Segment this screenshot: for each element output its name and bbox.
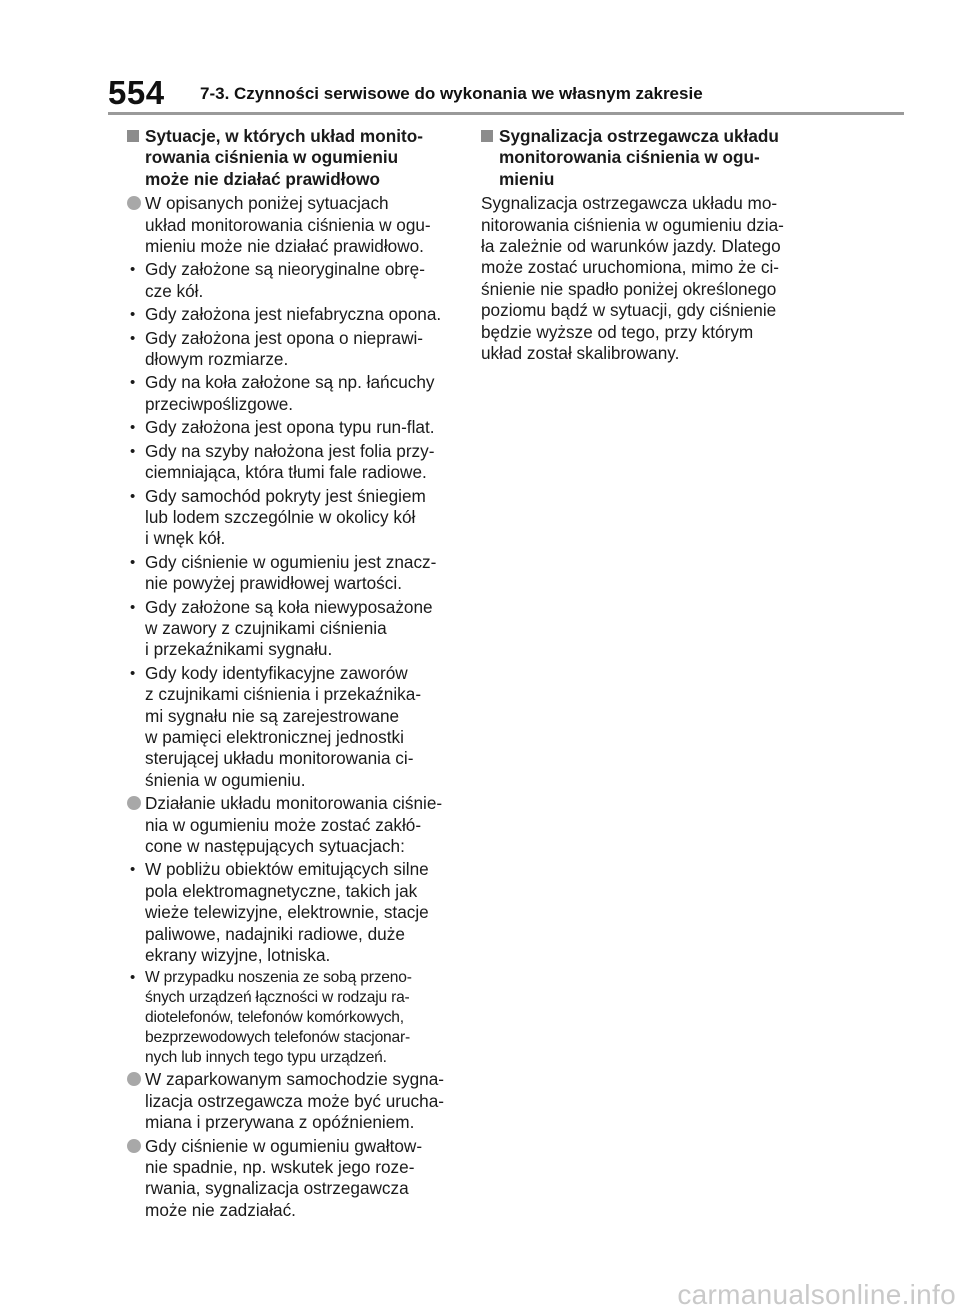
text-line: sterującej układu monitorowania ci-: [145, 748, 414, 769]
dot-bullet-icon: •: [130, 306, 136, 324]
text-line: bezprzewodowych telefonów stacjonar-: [145, 1028, 410, 1046]
dot-bullet-icon: •: [130, 442, 136, 460]
text-line: Gdy założone są koła niewyposażone: [145, 596, 433, 617]
dot-bullet-icon: •: [130, 374, 136, 392]
text-line: W opisanych poniżej sytuacjach: [145, 193, 389, 214]
right-column: [480, 126, 810, 364]
dot-bullet-icon: •: [130, 553, 136, 571]
text-line: i przekaźnikami sygnału.: [145, 639, 333, 660]
dot-bullet-icon: •: [130, 487, 136, 505]
dot-bullet-icon: •: [130, 861, 136, 879]
list-item: [126, 372, 461, 415]
dot-bullet-icon: •: [130, 598, 136, 616]
paragraph-warning-signal: [480, 193, 810, 364]
section-heading-limitations: [126, 126, 461, 190]
text-line: lub lodem szczególnie w okolicy kół: [145, 506, 416, 527]
text-line: i wnęk kół.: [145, 528, 226, 549]
text-line: cone w następujących sytuacjach:: [145, 836, 405, 856]
text-line: nie powyżej prawidłowej wartości.: [145, 573, 402, 594]
text-line: śnienia w ogumieniu.: [145, 769, 306, 790]
text-line: śnych urządzeń łączności w rodzaju ra-: [145, 989, 410, 1007]
circle-bullet-icon: [127, 1072, 141, 1086]
paragraph-rapid-pressure-drop: [126, 1136, 461, 1222]
text-line: lizacja ostrzegawcza może być urucha-: [145, 1090, 444, 1111]
chapter-title: 7-3. Czynności serwisowe do wykonania we własnym zakresie: [200, 84, 703, 103]
header-rule: [108, 112, 904, 115]
text-line: Gdy założona jest opona o nieprawi-: [145, 327, 424, 348]
text-line: nie spadnie, np. wskutek jego roze-: [145, 1157, 415, 1178]
watermark: carmanualsonline.info: [677, 1279, 956, 1310]
heading-line: monitorowania ciśnienia w ogu-: [499, 147, 760, 168]
page-header: [108, 74, 904, 120]
heading-line: Sytuacje, w których układ monito-: [145, 126, 423, 146]
text-line: w zawory z czujnikami ciśnienia: [145, 617, 387, 638]
paragraph-parked-delay: [126, 1069, 461, 1133]
section-heading-warning-signal: [480, 126, 810, 190]
dot-bullet-icon: •: [130, 419, 136, 437]
circle-bullet-icon: [127, 1139, 141, 1153]
text-line: rwania, sygnalizacja ostrzegawcza: [145, 1178, 409, 1199]
text-line: nitorowania ciśnienia w ogumieniu dzia-: [481, 214, 784, 235]
text-line: Gdy kody identyfikacyjne zaworów: [145, 662, 408, 683]
text-line: nia w ogumieniu może zostać zakłó-: [145, 814, 422, 835]
text-line: Działanie układu monitorowania ciśnie-: [145, 793, 443, 814]
page-number: 554: [108, 74, 165, 111]
text-line: może nie zadziałać.: [145, 1199, 296, 1220]
text-line: Gdy na koła założone są np. łańcuchy: [145, 372, 435, 393]
text-line: W pobliżu obiektów emitujących silne: [145, 859, 429, 880]
text-line: może zostać uruchomiona, mimo że ci-: [481, 257, 780, 278]
text-line: układ monitorowania ciśnienia w ogu-: [145, 214, 431, 235]
text-line: paliwowe, nadajniki radiowe, duże: [145, 923, 405, 944]
list-item: [126, 597, 461, 661]
list-item: [126, 663, 461, 791]
text-line: nych lub innych tego typu urządzeń.: [145, 1048, 387, 1066]
text-line: Sygnalizacja ostrzegawcza układu mo-: [481, 193, 778, 214]
paragraph-interference-intro: [126, 793, 461, 857]
text-line: Gdy założona jest niefabryczna opona.: [145, 304, 442, 325]
left-column: [126, 126, 461, 1223]
heading-line: może nie działać prawidłowo: [145, 168, 380, 189]
list-item: [126, 486, 461, 550]
list-item: [126, 328, 461, 371]
list-item: [126, 441, 461, 484]
list-item: [126, 552, 461, 595]
circle-bullet-icon: [127, 196, 141, 210]
text-line: Gdy ciśnienie w ogumieniu gwałtow-: [145, 1135, 423, 1156]
square-bullet-icon: [481, 130, 493, 142]
text-line: cze kół.: [145, 280, 204, 301]
text-line: Gdy na szyby nałożona jest folia przy-: [145, 440, 435, 461]
text-line: Gdy ciśnienie w ogumieniu jest znacz-: [145, 551, 437, 572]
list-item: [126, 304, 461, 325]
list-item: [126, 859, 461, 966]
text-line: będzie wyższe od tego, przy którym: [481, 321, 754, 342]
text-line: miana i przerywana z opóźnieniem.: [145, 1112, 415, 1133]
text-line: pola elektromagnetyczne, takich jak: [145, 880, 418, 901]
text-line: mi sygnału nie są zarejestrowane: [145, 705, 400, 726]
text-line: śnienie nie spadło poniżej określonego: [481, 278, 777, 299]
text-line: ła zależnie od warunków jazdy. Dlatego: [481, 236, 781, 257]
text-line: przeciwpoślizgowe.: [145, 393, 294, 414]
heading-line: Sygnalizacja ostrzegawcza układu: [499, 126, 779, 146]
dot-bullet-icon: •: [130, 664, 136, 682]
list-item: [126, 417, 461, 438]
text-line: układ został skalibrowany.: [481, 343, 680, 364]
text-line: Gdy założone są nieoryginalne obrę-: [145, 259, 425, 280]
dot-bullet-icon: •: [130, 261, 136, 279]
text-line: W przypadku noszenia ze sobą przeno-: [145, 969, 412, 987]
text-line: ekrany wizyjne, lotniska.: [145, 945, 331, 966]
paragraph-situations-intro: [126, 193, 461, 257]
text-line: dłowym rozmiarze.: [145, 349, 289, 370]
heading-line: mieniu: [499, 168, 555, 189]
text-line: W zaparkowanym samochodzie sygna-: [145, 1069, 444, 1090]
text-line: mieniu może nie działać prawidłowo.: [145, 236, 424, 257]
list-item: [126, 968, 461, 1067]
list-item: [126, 259, 461, 302]
text-line: w pamięci elektronicznej jednostki: [145, 726, 404, 747]
text-line: diotelefonów, telefonów komórkowych,: [145, 1009, 404, 1027]
text-line: Gdy samochód pokryty jest śniegiem: [145, 485, 426, 506]
heading-line: rowania ciśnienia w ogumieniu: [145, 147, 399, 168]
square-bullet-icon: [127, 130, 139, 142]
text-line: Gdy założona jest opona typu run-flat.: [145, 417, 435, 438]
text-line: poziomu bądź w sytuacji, gdy ciśnienie: [481, 300, 777, 321]
dot-bullet-icon: •: [130, 969, 136, 987]
text-line: ciemniająca, która tłumi fale radiowe.: [145, 462, 427, 483]
dot-bullet-icon: •: [130, 329, 136, 347]
text-line: wieże telewizyjne, elektrownie, stacje: [145, 902, 429, 923]
circle-bullet-icon: [127, 796, 141, 810]
text-line: z czujnikami ciśnienia i przekaźnika-: [145, 684, 422, 705]
